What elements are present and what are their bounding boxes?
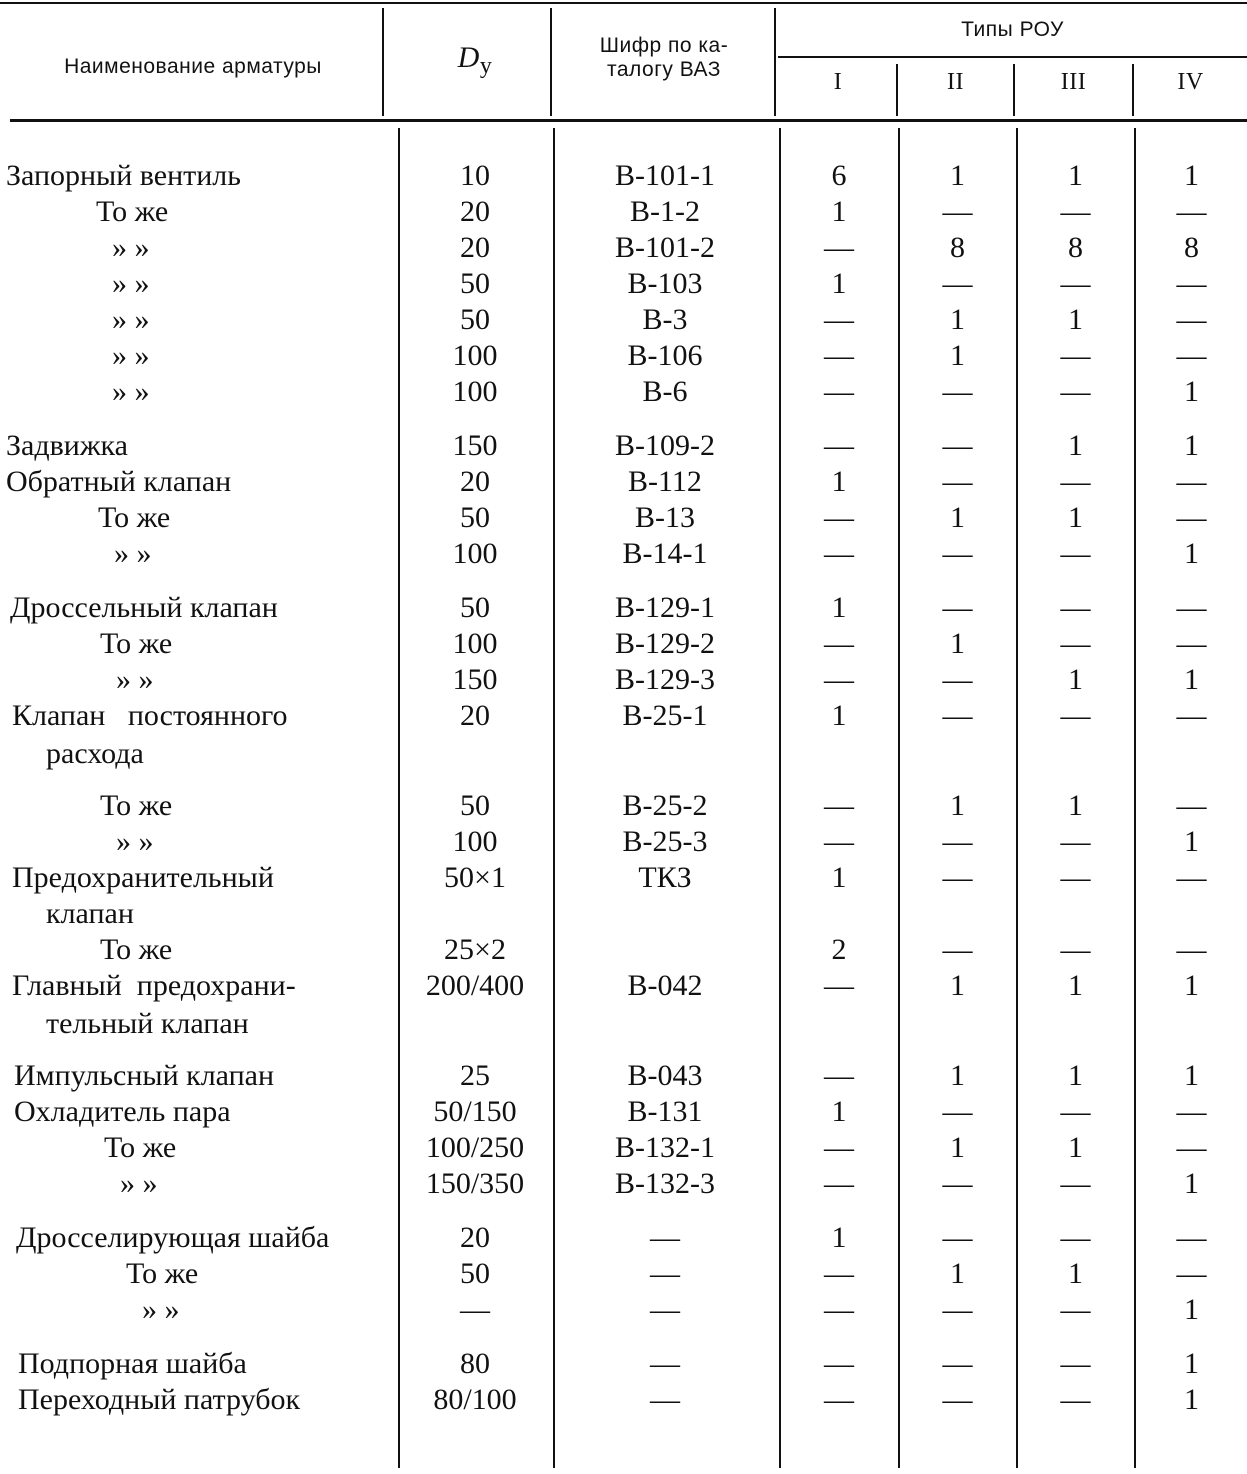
row-type-4: —: [1176, 501, 1207, 534]
row-type-4: 8: [1184, 231, 1199, 264]
row-type-4: —: [1176, 789, 1207, 822]
row-type-3: 1: [1068, 303, 1083, 336]
row-type-1: —: [824, 339, 854, 372]
row-name: То же: [100, 627, 173, 660]
row-type-2: 8: [950, 231, 965, 264]
row-dy: 80: [460, 1347, 490, 1380]
row-dy: 50: [460, 303, 490, 336]
row-dy: 100: [452, 339, 498, 372]
row-code: В-14-1: [622, 537, 708, 570]
row-type-1: —: [824, 1059, 854, 1092]
row-type-4: 1: [1184, 159, 1199, 192]
row-code: В-109-2: [615, 429, 715, 462]
row-type-3: —: [1060, 1095, 1091, 1128]
row-type-3: 1: [1068, 789, 1083, 822]
row-name: тельный клапан: [46, 1007, 249, 1040]
row-type-1: 1: [831, 591, 847, 624]
row-dy: 50: [460, 1257, 490, 1290]
header-code-line1: Шифр по ка-: [599, 34, 729, 57]
row-type-2: 1: [950, 1131, 965, 1164]
row-name: Клапан постоянного: [12, 699, 288, 732]
row-type-4: —: [1176, 1131, 1207, 1164]
header-type-3: III: [1060, 69, 1087, 95]
row-dy: 20: [460, 231, 490, 264]
row-name: » »: [116, 825, 154, 858]
row-code: В-1-2: [630, 195, 700, 228]
row-type-3: —: [1060, 1383, 1091, 1416]
header-name: Наименование арматуры: [64, 55, 322, 78]
row-code: В-3: [642, 303, 688, 336]
row-type-4: 1: [1184, 537, 1199, 570]
row-type-2: —: [942, 1095, 973, 1128]
row-type-2: —: [942, 267, 973, 300]
row-code: В-25-2: [622, 789, 708, 822]
row-code: —: [650, 1221, 680, 1254]
row-code: В-13: [635, 501, 695, 534]
row-code: В-042: [627, 969, 703, 1002]
row-type-2: —: [942, 825, 973, 858]
row-type-3: 1: [1068, 663, 1083, 696]
row-type-1: —: [824, 231, 854, 264]
row-type-4: —: [1176, 1095, 1207, 1128]
row-type-3: 1: [1068, 1131, 1083, 1164]
row-name: » »: [112, 375, 150, 408]
row-name: » »: [116, 663, 154, 696]
row-type-4: 1: [1184, 1383, 1199, 1416]
row-type-1: 6: [831, 159, 847, 192]
row-type-2: —: [942, 429, 973, 462]
row-type-1: —: [824, 1131, 854, 1164]
row-type-4: 1: [1184, 429, 1199, 462]
row-name: Переходный патрубок: [18, 1383, 301, 1416]
row-type-3: —: [1060, 195, 1091, 228]
row-code: В-132-3: [615, 1167, 715, 1200]
row-code: —: [650, 1293, 680, 1326]
row-name: Обратный клапан: [6, 465, 232, 498]
row-type-2: —: [942, 195, 973, 228]
row-type-4: —: [1176, 303, 1207, 336]
row-type-1: —: [824, 969, 854, 1002]
row-name: Задвижка: [6, 429, 128, 462]
row-type-1: —: [824, 1347, 854, 1380]
row-code: В-106: [627, 339, 703, 372]
row-type-4: —: [1176, 861, 1207, 894]
row-type-1: —: [824, 501, 854, 534]
row-name: расхода: [46, 737, 144, 770]
row-type-2: —: [942, 933, 973, 966]
row-type-1: —: [824, 627, 854, 660]
row-type-4: 1: [1184, 663, 1199, 696]
row-type-1: —: [824, 663, 854, 696]
row-dy: 20: [460, 465, 490, 498]
row-type-1: —: [824, 1293, 854, 1326]
row-type-3: —: [1060, 1167, 1091, 1200]
row-type-3: —: [1060, 861, 1091, 894]
row-code: В-25-1: [622, 699, 708, 732]
row-dy: —: [460, 1293, 490, 1326]
row-type-2: 1: [950, 627, 965, 660]
row-name: » »: [142, 1293, 180, 1326]
row-type-1: —: [824, 789, 854, 822]
row-name: Дросселирующая шайба: [16, 1221, 330, 1254]
row-type-3: 1: [1068, 429, 1083, 462]
row-code: В-043: [627, 1059, 703, 1092]
row-type-4: 1: [1184, 825, 1199, 858]
row-dy: 20: [460, 195, 490, 228]
row-type-3: —: [1060, 591, 1091, 624]
row-type-2: 1: [950, 159, 965, 192]
header-type-4: IV: [1177, 69, 1204, 95]
row-code: В-132-1: [615, 1131, 715, 1164]
row-name: Подпорная шайба: [18, 1347, 247, 1380]
row-name: То же: [104, 1131, 177, 1164]
row-type-4: —: [1176, 195, 1207, 228]
row-type-2: —: [942, 591, 973, 624]
row-dy: 150: [452, 429, 498, 462]
row-dy: 25×2: [444, 933, 506, 966]
row-code: В-101-1: [615, 159, 715, 192]
row-type-2: —: [942, 1293, 973, 1326]
row-name: То же: [98, 501, 171, 534]
row-type-2: —: [942, 1167, 973, 1200]
row-type-4: 1: [1184, 1293, 1199, 1326]
row-type-4: —: [1176, 591, 1207, 624]
row-type-1: —: [824, 375, 854, 408]
row-dy: 20: [460, 1221, 490, 1254]
row-type-1: 1: [831, 465, 847, 498]
row-name: Охладитель пара: [14, 1095, 231, 1128]
row-type-1: —: [824, 303, 854, 336]
row-type-3: —: [1060, 375, 1091, 408]
row-type-2: 1: [950, 1257, 965, 1290]
row-code: В-129-3: [615, 663, 715, 696]
row-type-1: 1: [831, 195, 847, 228]
row-dy: 50: [460, 501, 490, 534]
row-name: То же: [100, 933, 173, 966]
row-code: —: [650, 1347, 680, 1380]
header-types: Типы РОУ: [961, 18, 1064, 41]
row-code: В-101-2: [615, 231, 715, 264]
row-type-1: 1: [831, 267, 847, 300]
row-dy: 150/350: [425, 1167, 525, 1200]
row-name: » »: [112, 339, 150, 372]
row-code: В-129-1: [615, 591, 715, 624]
row-type-2: 1: [950, 339, 965, 372]
row-dy: 100: [452, 537, 498, 570]
row-type-3: 1: [1068, 501, 1083, 534]
row-type-3: —: [1060, 1221, 1091, 1254]
row-type-1: —: [824, 537, 854, 570]
row-type-1: —: [824, 429, 854, 462]
row-type-1: —: [824, 1167, 854, 1200]
row-code: —: [650, 1257, 680, 1290]
row-type-1: 1: [831, 1095, 847, 1128]
header-type-1: I: [833, 69, 843, 95]
row-dy: 50: [460, 267, 490, 300]
row-type-4: 1: [1184, 1167, 1199, 1200]
row-name: Запорный вентиль: [6, 159, 241, 192]
row-dy: 80/100: [433, 1383, 517, 1416]
row-type-2: —: [942, 861, 973, 894]
row-name: Импульсный клапан: [14, 1059, 275, 1092]
row-code: В-6: [642, 375, 688, 408]
row-dy: 150: [452, 663, 498, 696]
row-dy: 100/250: [425, 1131, 525, 1164]
row-name: » »: [112, 267, 150, 300]
row-type-1: 2: [831, 933, 847, 966]
row-type-3: —: [1060, 339, 1091, 372]
row-code: В-103: [627, 267, 703, 300]
row-type-2: 1: [950, 303, 965, 336]
row-code: —: [650, 1383, 680, 1416]
row-dy: 50: [460, 591, 490, 624]
row-dy: 10: [460, 159, 490, 192]
row-type-4: —: [1176, 1221, 1207, 1254]
row-name: » »: [112, 231, 150, 264]
row-type-3: —: [1060, 825, 1091, 858]
row-type-1: 1: [831, 699, 847, 732]
row-type-4: —: [1176, 339, 1207, 372]
row-type-2: —: [942, 375, 973, 408]
row-dy: 200/400: [425, 969, 525, 1002]
header-type-2: II: [947, 69, 964, 95]
row-name: клапан: [46, 897, 134, 930]
row-dy: 100: [452, 627, 498, 660]
row-type-2: —: [942, 663, 973, 696]
header-dy-main: D: [457, 41, 480, 74]
row-type-3: —: [1060, 1347, 1091, 1380]
row-dy: 100: [452, 825, 498, 858]
row-code: ТКЗ: [638, 861, 692, 894]
row-type-3: —: [1060, 627, 1091, 660]
row-type-2: 1: [950, 969, 965, 1002]
row-type-4: 1: [1184, 969, 1199, 1002]
row-type-3: 1: [1068, 1059, 1083, 1092]
row-type-2: —: [942, 1347, 973, 1380]
header-code-line2: талогу ВАЗ: [607, 58, 721, 81]
row-type-3: —: [1060, 1293, 1091, 1326]
row-name: То же: [96, 195, 169, 228]
row-name: То же: [126, 1257, 199, 1290]
row-type-4: —: [1176, 699, 1207, 732]
row-type-1: —: [824, 825, 854, 858]
row-type-1: —: [824, 1383, 854, 1416]
row-type-3: 8: [1068, 231, 1083, 264]
row-type-2: 1: [950, 501, 965, 534]
row-dy: 50: [460, 789, 490, 822]
row-dy: 25: [460, 1059, 490, 1092]
row-code: В-112: [628, 465, 702, 498]
row-type-3: 1: [1068, 969, 1083, 1002]
row-type-2: 1: [950, 1059, 965, 1092]
row-type-3: —: [1060, 537, 1091, 570]
row-type-4: 1: [1184, 1347, 1199, 1380]
row-type-2: —: [942, 537, 973, 570]
row-dy: 50×1: [444, 861, 506, 894]
row-type-4: —: [1176, 1257, 1207, 1290]
row-type-2: —: [942, 699, 973, 732]
row-type-2: 1: [950, 789, 965, 822]
row-name: » »: [114, 537, 152, 570]
row-type-1: 1: [831, 1221, 847, 1254]
header-dy-sub: у: [479, 53, 493, 79]
row-type-2: —: [942, 465, 973, 498]
row-name: То же: [100, 789, 173, 822]
row-type-1: —: [824, 1257, 854, 1290]
row-type-4: —: [1176, 267, 1207, 300]
row-code: В-131: [627, 1095, 703, 1128]
row-type-3: —: [1060, 267, 1091, 300]
row-type-3: —: [1060, 465, 1091, 498]
row-dy: 50/150: [433, 1095, 517, 1128]
row-name: Предохранительный: [12, 861, 274, 894]
row-type-3: 1: [1068, 159, 1083, 192]
row-type-3: —: [1060, 699, 1091, 732]
row-type-2: —: [942, 1383, 973, 1416]
row-type-3: 1: [1068, 1257, 1083, 1290]
row-type-4: —: [1176, 627, 1207, 660]
row-name: » »: [120, 1167, 158, 1200]
row-name: Главный предохрани-: [12, 969, 296, 1002]
row-type-2: —: [942, 1221, 973, 1254]
row-type-1: 1: [831, 861, 847, 894]
row-type-4: 1: [1184, 375, 1199, 408]
row-code: В-129-2: [615, 627, 715, 660]
row-type-3: —: [1060, 933, 1091, 966]
row-type-4: 1: [1184, 1059, 1199, 1092]
row-type-4: —: [1176, 933, 1207, 966]
row-dy: 20: [460, 699, 490, 732]
row-name: » »: [112, 303, 150, 336]
row-type-4: —: [1176, 465, 1207, 498]
row-code: В-25-3: [622, 825, 708, 858]
row-dy: 100: [452, 375, 498, 408]
row-name: Дроссельный клапан: [10, 591, 278, 624]
